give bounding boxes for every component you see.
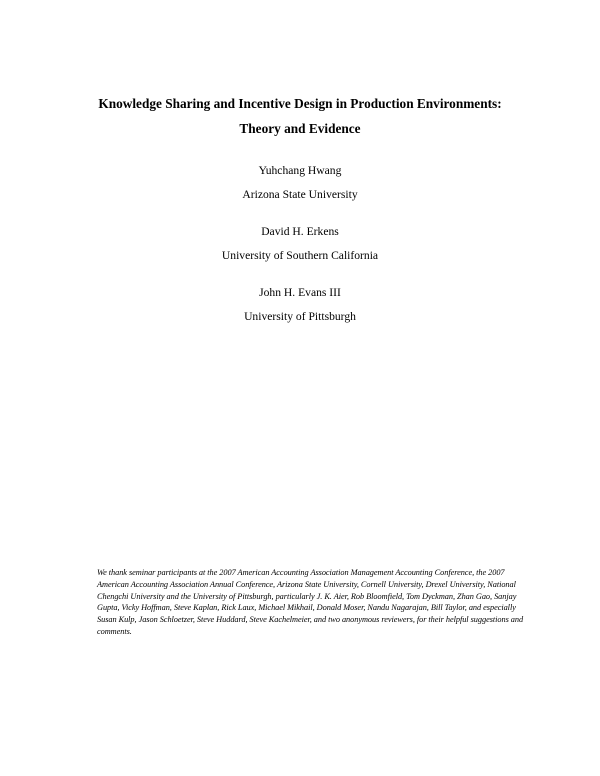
author-name: Yuhchang Hwang (258, 164, 342, 177)
author-affiliation: Arizona State University (242, 188, 358, 201)
author-affiliation: University of Pittsburgh (244, 310, 356, 323)
acknowledgment-footnote: We thank seminar participants at the 2007 American Accounting Association Management Accounting Conference, the 2007 American Accounting Association Annual Conference, Arizona State University, Cornell University, Drexel University, National Chengchi University and the University of Pittsburgh, particularly J. K. Aier, Rob Bloomfield, Tom Dyckman, Zhan Gao, Sanjay Gupta, Vicky Hoffman, Steve Kaplan, Rick Laux, Michael Mikhail, Donald Moser, Nandu Nagarajan, Bill Taylor, and especially Susan Kulp, Jason Schloetzer, Steve Huddard, Steve Kachelmeier, and two anonymous reviewers, for their helpful suggestions and comments. (97, 568, 524, 636)
author-block (0, 225, 600, 263)
author-name: David H. Erkens (261, 225, 339, 238)
paper-title-line-2: Theory and Evidence (239, 121, 361, 136)
paper-title-line-1: Knowledge Sharing and Incentive Design in Production Environments: (98, 96, 502, 111)
author-block (0, 164, 600, 202)
author-affiliation: University of Southern California (221, 249, 379, 262)
author-block (0, 286, 600, 324)
author-name: John H. Evans III (259, 286, 341, 299)
